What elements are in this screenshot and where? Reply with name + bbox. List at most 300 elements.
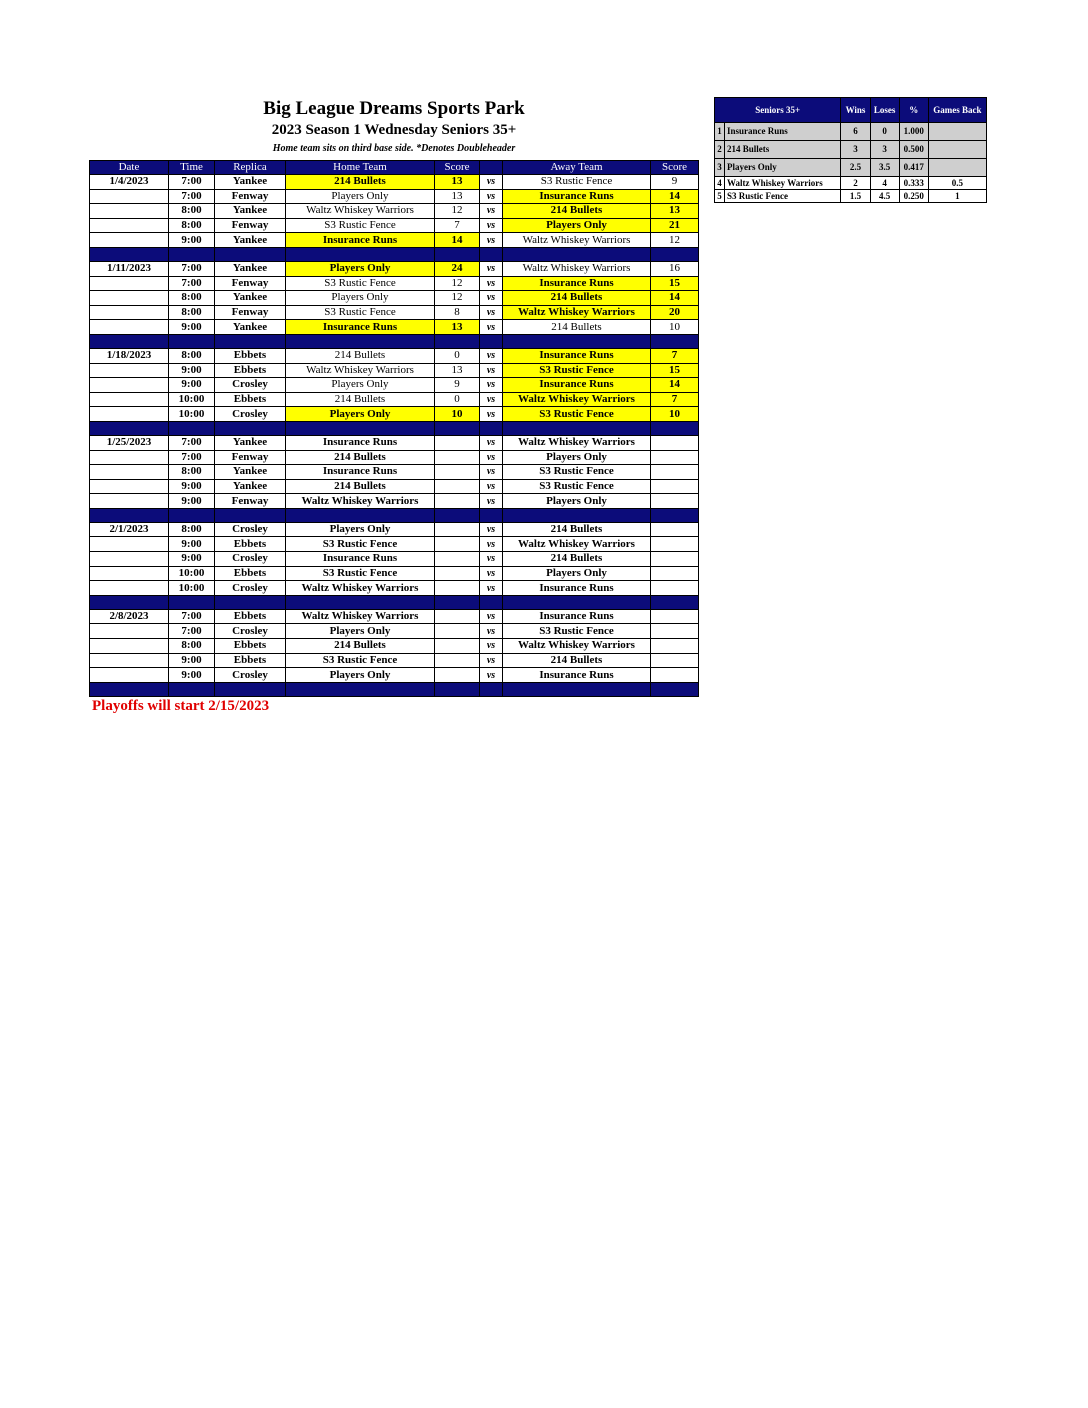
away-score	[651, 465, 699, 480]
game-date	[90, 479, 169, 494]
team-loses: 0	[870, 123, 899, 141]
home-score: 9	[435, 378, 480, 393]
away-score	[651, 639, 699, 654]
home-score: 0	[435, 392, 480, 407]
game-replica: Fenway	[215, 305, 286, 320]
game-time: 7:00	[169, 276, 215, 291]
game-date	[90, 624, 169, 639]
home-score: 13	[435, 320, 480, 335]
home-team: 214 Bullets	[286, 392, 435, 407]
away-team: S3 Rustic Fence	[503, 407, 651, 422]
separator-cell	[90, 334, 169, 348]
home-score	[435, 581, 480, 596]
home-score: 12	[435, 291, 480, 306]
home-team: Insurance Runs	[286, 233, 435, 248]
home-score	[435, 522, 480, 537]
away-team: Players Only	[503, 494, 651, 509]
away-score	[651, 537, 699, 552]
vs-label: vs	[480, 639, 503, 654]
away-team: S3 Rustic Fence	[503, 465, 651, 480]
away-score	[651, 479, 699, 494]
schedule-table	[89, 160, 699, 697]
home-team: Waltz Whiskey Warriors	[286, 363, 435, 378]
game-time: 9:00	[169, 668, 215, 683]
game-replica: Yankee	[215, 479, 286, 494]
away-team: Insurance Runs	[503, 609, 651, 624]
separator-cell	[651, 421, 699, 435]
col-time: Time	[169, 161, 215, 175]
away-score: 16	[651, 261, 699, 276]
table-row	[90, 305, 699, 320]
schedule-header-row	[90, 161, 699, 175]
away-score	[651, 435, 699, 450]
page-subtitle: 2023 Season 1 Wednesday Seniors 35+	[271, 122, 517, 138]
game-time: 8:00	[169, 291, 215, 306]
week-separator-row	[90, 421, 699, 435]
away-score: 7	[651, 392, 699, 407]
away-score: 10	[651, 407, 699, 422]
game-time: 7:00	[169, 175, 215, 190]
game-time: 9:00	[169, 537, 215, 552]
schedule-body	[90, 175, 699, 697]
game-date	[90, 305, 169, 320]
game-replica: Yankee	[215, 465, 286, 480]
game-time: 7:00	[169, 609, 215, 624]
standings-row	[715, 190, 987, 203]
away-team: Players Only	[503, 218, 651, 233]
game-date	[90, 552, 169, 567]
vs-label: vs	[480, 450, 503, 465]
home-team: Players Only	[286, 378, 435, 393]
col-home-score: Score	[435, 161, 480, 175]
week-separator-row	[90, 247, 699, 261]
game-date	[90, 363, 169, 378]
away-score: 14	[651, 378, 699, 393]
separator-cell	[480, 682, 503, 696]
separator-cell	[435, 595, 480, 609]
game-replica: Yankee	[215, 204, 286, 219]
game-date	[90, 218, 169, 233]
table-row	[90, 320, 699, 335]
away-score: 14	[651, 189, 699, 204]
standings-row	[715, 123, 987, 141]
game-time: 9:00	[169, 653, 215, 668]
vs-label: vs	[480, 624, 503, 639]
home-team: Players Only	[286, 624, 435, 639]
col-away-score: Score	[651, 161, 699, 175]
away-team: S3 Rustic Fence	[503, 479, 651, 494]
team-games-back: 0.5	[928, 177, 986, 190]
home-score: 12	[435, 204, 480, 219]
table-row	[90, 189, 699, 204]
col-away-team: Away Team	[503, 161, 651, 175]
team-pct: 0.500	[899, 141, 928, 159]
away-score: 15	[651, 363, 699, 378]
team-wins: 1.5	[841, 190, 870, 203]
game-replica: Crosley	[215, 668, 286, 683]
table-row	[90, 348, 699, 363]
team-loses: 3.5	[870, 159, 899, 177]
team-rank: 1	[715, 123, 725, 141]
vs-label: vs	[480, 494, 503, 509]
home-team: Players Only	[286, 407, 435, 422]
game-time: 9:00	[169, 320, 215, 335]
game-date: 2/1/2023	[90, 522, 169, 537]
separator-cell	[169, 595, 215, 609]
separator-cell	[435, 334, 480, 348]
away-score: 7	[651, 348, 699, 363]
home-score	[435, 624, 480, 639]
separator-cell	[286, 508, 435, 522]
table-row	[90, 363, 699, 378]
team-wins: 3	[841, 141, 870, 159]
vs-label: vs	[480, 566, 503, 581]
separator-cell	[90, 508, 169, 522]
away-team: Insurance Runs	[503, 348, 651, 363]
away-score: 20	[651, 305, 699, 320]
table-row	[90, 407, 699, 422]
vs-label: vs	[480, 261, 503, 276]
game-replica: Crosley	[215, 522, 286, 537]
home-team: Insurance Runs	[286, 465, 435, 480]
away-team: Waltz Whiskey Warriors	[503, 233, 651, 248]
vs-label: vs	[480, 175, 503, 190]
game-date	[90, 392, 169, 407]
away-score	[651, 494, 699, 509]
team-loses: 4	[870, 177, 899, 190]
week-separator-row	[90, 508, 699, 522]
home-score	[435, 479, 480, 494]
home-team: 214 Bullets	[286, 348, 435, 363]
away-score	[651, 552, 699, 567]
home-score	[435, 435, 480, 450]
game-time: 8:00	[169, 639, 215, 654]
col-vs	[480, 161, 503, 175]
team-games-back: 1	[928, 190, 986, 203]
vs-label: vs	[480, 233, 503, 248]
home-score: 13	[435, 175, 480, 190]
team-rank: 4	[715, 177, 725, 190]
separator-cell	[435, 508, 480, 522]
game-date	[90, 233, 169, 248]
game-time: 10:00	[169, 581, 215, 596]
separator-cell	[215, 682, 286, 696]
game-replica: Yankee	[215, 320, 286, 335]
vs-label: vs	[480, 204, 503, 219]
game-replica: Yankee	[215, 435, 286, 450]
team-loses: 3	[870, 141, 899, 159]
home-score	[435, 668, 480, 683]
game-replica: Yankee	[215, 175, 286, 190]
away-team: 214 Bullets	[503, 653, 651, 668]
separator-cell	[480, 595, 503, 609]
home-team: S3 Rustic Fence	[286, 305, 435, 320]
home-score: 12	[435, 276, 480, 291]
game-date	[90, 494, 169, 509]
home-team: Waltz Whiskey Warriors	[286, 609, 435, 624]
home-team: S3 Rustic Fence	[286, 566, 435, 581]
vs-label: vs	[480, 465, 503, 480]
home-team: 214 Bullets	[286, 639, 435, 654]
home-score	[435, 537, 480, 552]
separator-cell	[169, 421, 215, 435]
separator-cell	[480, 508, 503, 522]
team-pct: 0.333	[899, 177, 928, 190]
away-team: Waltz Whiskey Warriors	[503, 392, 651, 407]
table-row	[90, 218, 699, 233]
game-time: 7:00	[169, 435, 215, 450]
standings-col-loses: Loses	[870, 98, 899, 123]
game-replica: Fenway	[215, 218, 286, 233]
separator-cell	[503, 247, 651, 261]
away-score	[651, 624, 699, 639]
game-time: 8:00	[169, 204, 215, 219]
game-replica: Fenway	[215, 494, 286, 509]
away-score: 14	[651, 291, 699, 306]
separator-cell	[503, 595, 651, 609]
vs-label: vs	[480, 276, 503, 291]
table-row	[90, 378, 699, 393]
home-score	[435, 639, 480, 654]
game-date	[90, 291, 169, 306]
game-time: 9:00	[169, 494, 215, 509]
game-date	[90, 566, 169, 581]
game-replica: Ebbets	[215, 363, 286, 378]
home-score	[435, 494, 480, 509]
away-score	[651, 668, 699, 683]
home-team: 214 Bullets	[286, 450, 435, 465]
away-team: S3 Rustic Fence	[503, 363, 651, 378]
team-name: Players Only	[725, 159, 841, 177]
col-replica: Replica	[215, 161, 286, 175]
separator-cell	[215, 595, 286, 609]
separator-cell	[503, 334, 651, 348]
game-time: 10:00	[169, 392, 215, 407]
game-time: 8:00	[169, 465, 215, 480]
game-date	[90, 450, 169, 465]
away-score	[651, 581, 699, 596]
game-replica: Crosley	[215, 378, 286, 393]
home-score: 24	[435, 261, 480, 276]
vs-label: vs	[480, 407, 503, 422]
table-row	[90, 609, 699, 624]
table-row	[90, 261, 699, 276]
game-date	[90, 581, 169, 596]
game-replica: Fenway	[215, 450, 286, 465]
team-name: Waltz Whiskey Warriors	[725, 177, 841, 190]
game-replica: Ebbets	[215, 609, 286, 624]
game-date: 2/8/2023	[90, 609, 169, 624]
team-pct: 0.250	[899, 190, 928, 203]
game-time: 10:00	[169, 566, 215, 581]
away-team: Waltz Whiskey Warriors	[503, 639, 651, 654]
vs-label: vs	[480, 522, 503, 537]
separator-cell	[286, 682, 435, 696]
vs-label: vs	[480, 653, 503, 668]
team-rank: 2	[715, 141, 725, 159]
home-score: 8	[435, 305, 480, 320]
game-replica: Crosley	[215, 581, 286, 596]
game-time: 8:00	[169, 305, 215, 320]
away-score	[651, 566, 699, 581]
separator-cell	[435, 421, 480, 435]
game-replica: Crosley	[215, 407, 286, 422]
away-score: 13	[651, 204, 699, 219]
table-row	[90, 494, 699, 509]
away-score	[651, 609, 699, 624]
away-team: Insurance Runs	[503, 581, 651, 596]
vs-label: vs	[480, 537, 503, 552]
table-row	[90, 291, 699, 306]
week-separator-row	[90, 595, 699, 609]
team-wins: 6	[841, 123, 870, 141]
away-team: S3 Rustic Fence	[503, 175, 651, 190]
separator-cell	[90, 682, 169, 696]
home-team: Waltz Whiskey Warriors	[286, 581, 435, 596]
vs-label: vs	[480, 581, 503, 596]
team-name: 214 Bullets	[725, 141, 841, 159]
team-games-back	[928, 141, 986, 159]
home-team: Insurance Runs	[286, 320, 435, 335]
home-team: S3 Rustic Fence	[286, 537, 435, 552]
away-team: Waltz Whiskey Warriors	[503, 435, 651, 450]
home-score	[435, 566, 480, 581]
game-replica: Fenway	[215, 276, 286, 291]
separator-cell	[215, 247, 286, 261]
game-time: 9:00	[169, 233, 215, 248]
separator-cell	[169, 682, 215, 696]
home-score	[435, 465, 480, 480]
game-replica: Yankee	[215, 261, 286, 276]
vs-label: vs	[480, 552, 503, 567]
home-team: Players Only	[286, 261, 435, 276]
vs-label: vs	[480, 668, 503, 683]
game-time: 7:00	[169, 189, 215, 204]
col-home-team: Home Team	[286, 161, 435, 175]
game-date	[90, 465, 169, 480]
away-team: Players Only	[503, 450, 651, 465]
separator-cell	[286, 421, 435, 435]
game-replica: Crosley	[215, 624, 286, 639]
separator-cell	[169, 508, 215, 522]
game-replica: Ebbets	[215, 653, 286, 668]
away-team: Players Only	[503, 566, 651, 581]
game-date: 1/11/2023	[90, 261, 169, 276]
table-row	[90, 522, 699, 537]
home-score	[435, 609, 480, 624]
separator-cell	[90, 421, 169, 435]
home-team: Players Only	[286, 522, 435, 537]
game-date	[90, 189, 169, 204]
home-score	[435, 450, 480, 465]
game-replica: Ebbets	[215, 537, 286, 552]
separator-cell	[215, 334, 286, 348]
separator-cell	[286, 334, 435, 348]
separator-cell	[480, 334, 503, 348]
game-replica: Ebbets	[215, 348, 286, 363]
game-replica: Fenway	[215, 189, 286, 204]
separator-cell	[90, 247, 169, 261]
home-team: Players Only	[286, 668, 435, 683]
away-team: Insurance Runs	[503, 378, 651, 393]
standings-table	[714, 97, 987, 203]
separator-cell	[503, 421, 651, 435]
table-row	[90, 479, 699, 494]
game-replica: Crosley	[215, 552, 286, 567]
away-score	[651, 522, 699, 537]
home-team: Insurance Runs	[286, 552, 435, 567]
table-row	[90, 276, 699, 291]
game-time: 8:00	[169, 218, 215, 233]
game-date	[90, 653, 169, 668]
vs-label: vs	[480, 348, 503, 363]
home-score	[435, 552, 480, 567]
team-wins: 2.5	[841, 159, 870, 177]
vs-label: vs	[480, 320, 503, 335]
game-date	[90, 668, 169, 683]
away-team: 214 Bullets	[503, 291, 651, 306]
vs-label: vs	[480, 218, 503, 233]
game-time: 9:00	[169, 363, 215, 378]
separator-cell	[215, 508, 286, 522]
week-separator-row	[90, 334, 699, 348]
away-team: S3 Rustic Fence	[503, 624, 651, 639]
game-date	[90, 204, 169, 219]
separator-cell	[651, 334, 699, 348]
vs-label: vs	[480, 363, 503, 378]
table-row	[90, 566, 699, 581]
away-score: 10	[651, 320, 699, 335]
table-row	[90, 581, 699, 596]
vs-label: vs	[480, 392, 503, 407]
game-time: 9:00	[169, 479, 215, 494]
table-row	[90, 668, 699, 683]
home-team: Players Only	[286, 291, 435, 306]
home-team: S3 Rustic Fence	[286, 653, 435, 668]
team-wins: 2	[841, 177, 870, 190]
separator-cell	[651, 247, 699, 261]
team-pct: 1.000	[899, 123, 928, 141]
table-row	[90, 653, 699, 668]
vs-label: vs	[480, 291, 503, 306]
away-score: 15	[651, 276, 699, 291]
standings-body	[715, 123, 987, 203]
separator-cell	[480, 421, 503, 435]
game-date	[90, 378, 169, 393]
game-date	[90, 639, 169, 654]
game-time: 7:00	[169, 624, 215, 639]
team-loses: 4.5	[870, 190, 899, 203]
game-date	[90, 320, 169, 335]
away-team: 214 Bullets	[503, 552, 651, 567]
table-row	[90, 392, 699, 407]
away-team: Insurance Runs	[503, 276, 651, 291]
home-score: 0	[435, 348, 480, 363]
home-team: Insurance Runs	[286, 435, 435, 450]
game-time: 7:00	[169, 450, 215, 465]
away-score	[651, 450, 699, 465]
vs-label: vs	[480, 305, 503, 320]
vs-label: vs	[480, 435, 503, 450]
home-score: 7	[435, 218, 480, 233]
game-time: 9:00	[169, 552, 215, 567]
table-row	[90, 233, 699, 248]
game-replica: Ebbets	[215, 566, 286, 581]
separator-cell	[286, 595, 435, 609]
table-row	[90, 450, 699, 465]
away-team: 214 Bullets	[503, 522, 651, 537]
game-replica: Ebbets	[215, 392, 286, 407]
